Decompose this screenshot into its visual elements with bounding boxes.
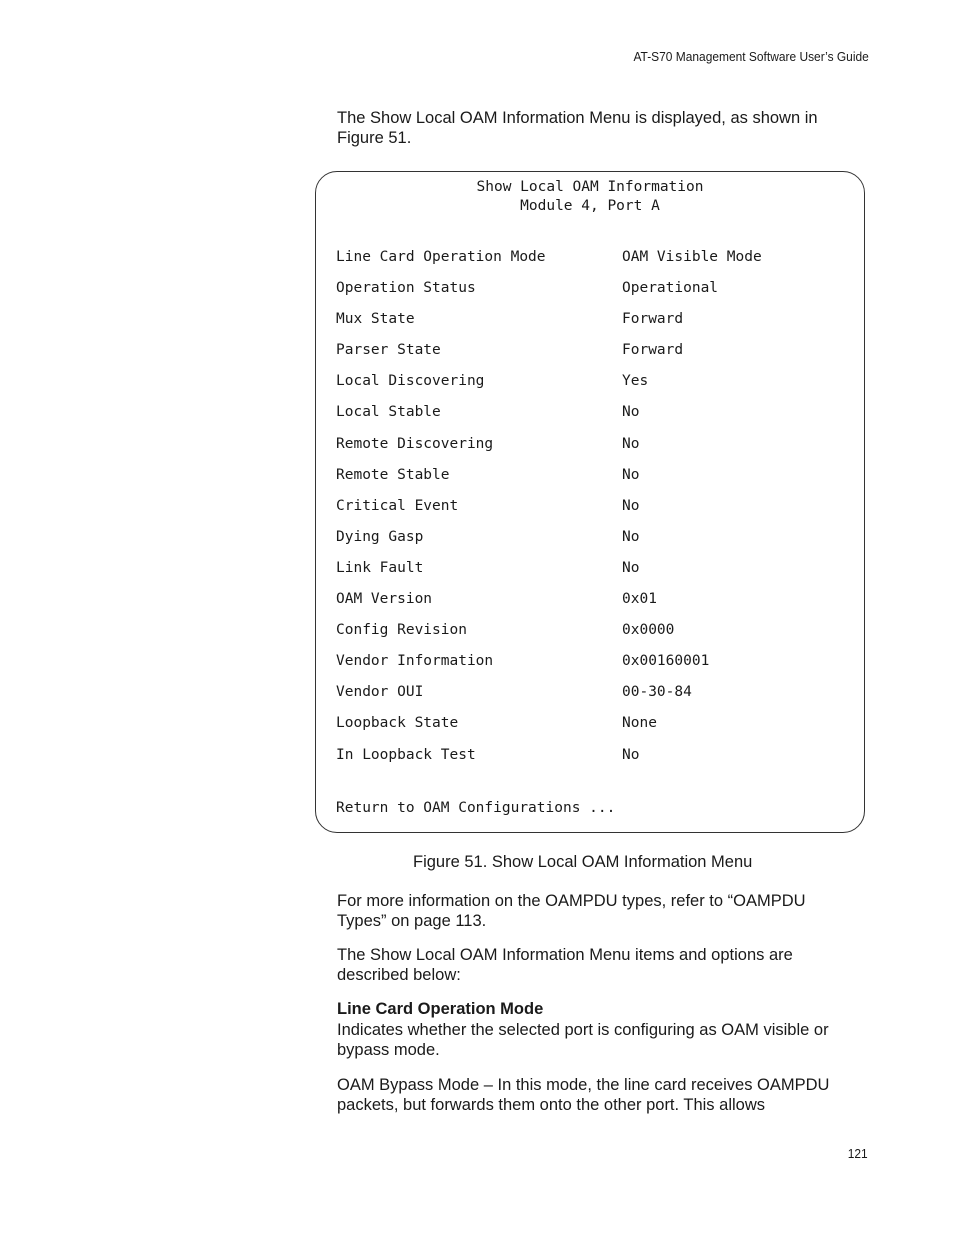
intro-paragraph: The Show Local OAM Information Menu is displayed, as shown in Figure 51.	[337, 109, 818, 147]
menu-row-value: 0x0000	[622, 622, 675, 639]
menu-row-label: Loopback State	[336, 715, 459, 732]
menu-row-label: Parser State	[336, 342, 441, 359]
running-header: AT-S70 Management Software User’s Guide	[633, 49, 869, 64]
menu-row	[336, 684, 854, 715]
menu-row	[336, 747, 854, 778]
menu-row-value: Forward	[622, 311, 684, 328]
body-paragraph-mode: Indicates whether the selected port is configuring as OAM visible or bypass mode.	[337, 1021, 829, 1059]
menu-title	[316, 178, 864, 216]
return-option[interactable]: Return to OAM Configurations ...	[336, 800, 616, 816]
menu-row-value: 00-30-84	[622, 684, 692, 701]
menu-row-label: Link Fault	[336, 559, 424, 576]
menu-title-line1: Show Local OAM Information	[476, 179, 704, 195]
menu-row-label: OAM Version	[336, 591, 433, 608]
menu-row-value: No	[622, 497, 640, 514]
menu-row-value: 0x00160001	[622, 653, 710, 670]
menu-title-line2: Module 4, Port A	[520, 198, 660, 214]
menu-row	[336, 436, 854, 467]
menu-row-label: Remote Discovering	[336, 435, 494, 452]
menu-row-value: No	[622, 746, 640, 763]
menu-row	[336, 529, 854, 560]
menu-row	[336, 560, 854, 591]
menu-screen-figure	[315, 171, 865, 833]
section-heading: Line Card Operation Mode	[337, 1000, 544, 1018]
menu-row	[336, 591, 854, 622]
menu-row-label: Vendor Information	[336, 653, 494, 670]
body-paragraph-oampdu-ref: For more information on the OAMPDU types, refer to “OAMPDU Types” on page 113.	[337, 892, 806, 930]
menu-row	[336, 342, 854, 373]
page-number: 121	[848, 1146, 868, 1161]
menu-row-value: None	[622, 715, 657, 732]
menu-row-label: Dying Gasp	[336, 528, 424, 545]
menu-row-label: In Loopback Test	[336, 746, 476, 763]
menu-row-value: No	[622, 559, 640, 576]
menu-row-value: No	[622, 528, 640, 545]
menu-rows	[336, 249, 854, 778]
menu-row	[336, 498, 854, 529]
menu-row-label: Vendor OUI	[336, 684, 424, 701]
menu-row-label: Operation Status	[336, 280, 476, 297]
menu-row-value: Forward	[622, 342, 684, 359]
figure-caption: Figure 51. Show Local OAM Information Menu	[413, 853, 753, 871]
menu-row	[336, 280, 854, 311]
menu-row	[336, 467, 854, 498]
menu-row-value: 0x01	[622, 591, 657, 608]
menu-row	[336, 373, 854, 404]
menu-row-label: Critical Event	[336, 497, 459, 514]
menu-row-value: OAM Visible Mode	[622, 249, 762, 265]
body-paragraph-description: The Show Local OAM Information Menu items and options are described below:	[337, 946, 793, 984]
menu-row-label: Remote Stable	[336, 466, 450, 483]
menu-row-value: Operational	[622, 280, 719, 297]
menu-row	[336, 653, 854, 684]
menu-row-label: Line Card Operation Mode	[336, 249, 546, 265]
menu-row	[336, 404, 854, 435]
menu-row-value: No	[622, 435, 640, 452]
menu-row-value: No	[622, 404, 640, 421]
menu-row	[336, 249, 854, 280]
menu-row-label: Mux State	[336, 311, 415, 328]
menu-row-value: No	[622, 466, 640, 483]
menu-row-value: Yes	[622, 373, 649, 390]
menu-row-label: Config Revision	[336, 622, 467, 639]
menu-row	[336, 715, 854, 746]
menu-row-label: Local Stable	[336, 404, 441, 421]
menu-row	[336, 622, 854, 653]
menu-row	[336, 311, 854, 342]
menu-row-label: Local Discovering	[336, 373, 485, 390]
body-paragraph-bypass: OAM Bypass Mode – In this mode, the line card receives OAMPDU packets, but forwards them onto the other port. This allows	[337, 1076, 830, 1114]
